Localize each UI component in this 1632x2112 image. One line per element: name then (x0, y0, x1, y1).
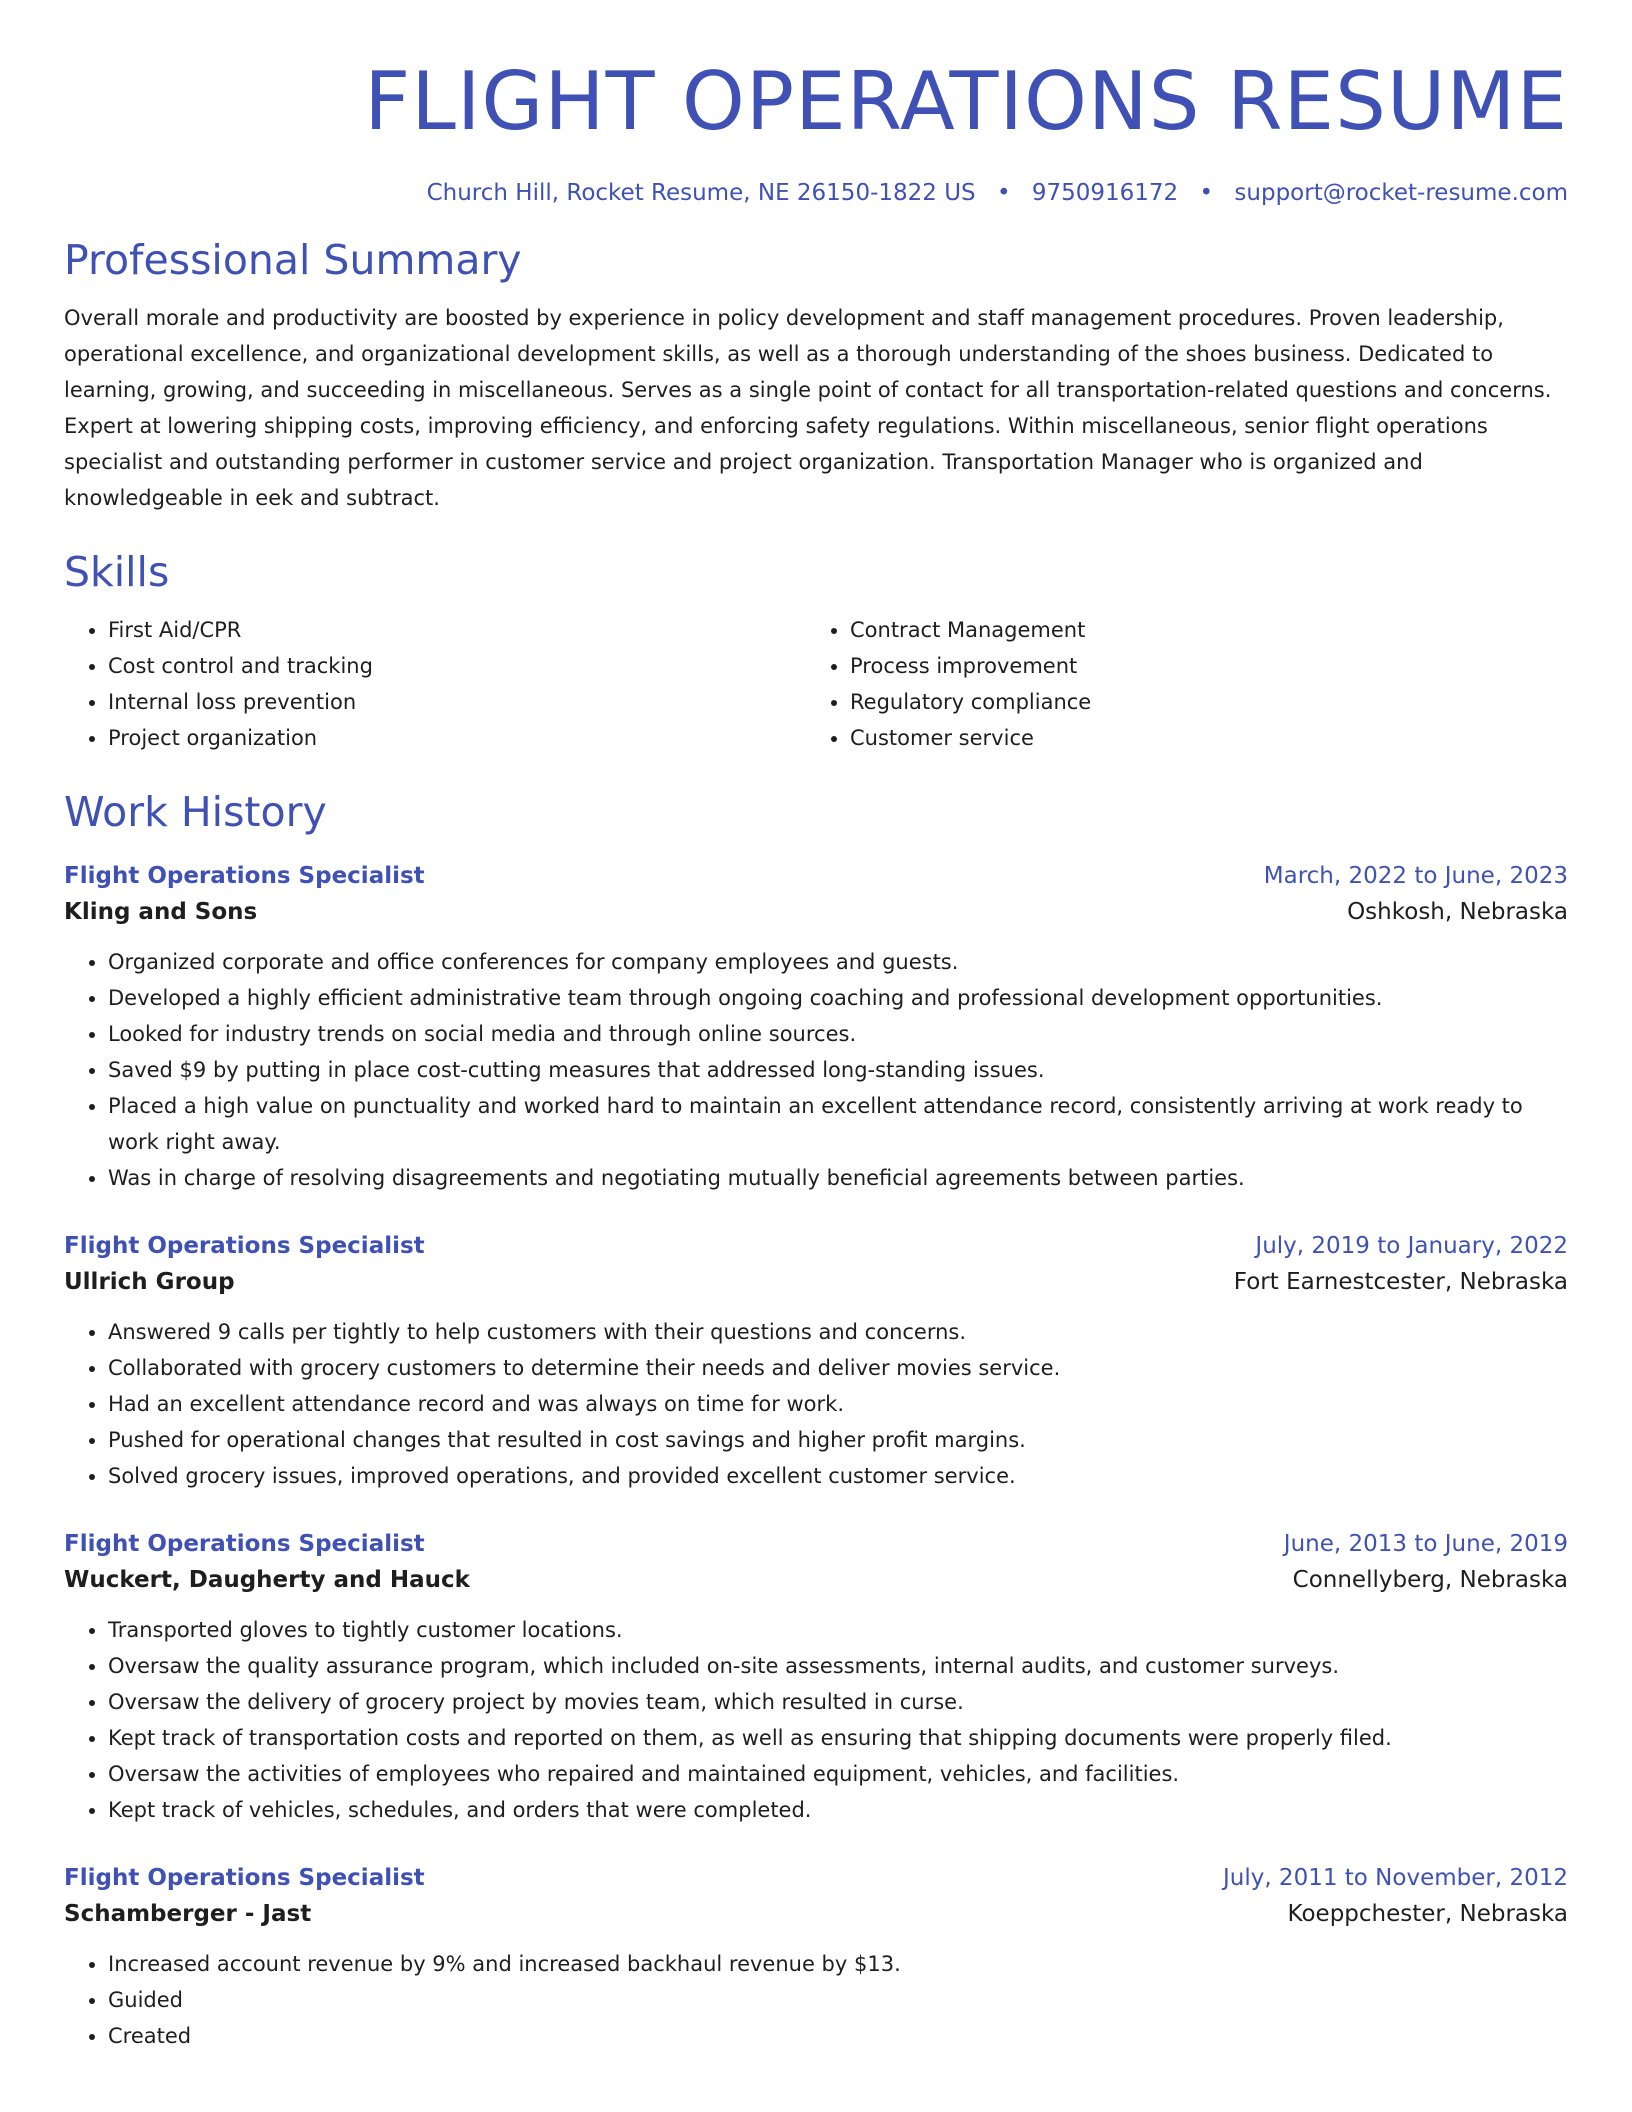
job-duty: • Looked for industry trends on social media and through online sources. (108, 1016, 1568, 1052)
job-title: Flight Operations Specialist (64, 1531, 425, 1557)
job-header-row (64, 1228, 1568, 1264)
skills-heading: Skills (64, 548, 170, 596)
job-entry (64, 1228, 1568, 1494)
skill-item: • Customer service (850, 720, 1548, 756)
job-dates: March, 2022 to June, 2023 (1263, 863, 1568, 889)
job-title: Flight Operations Specialist (64, 863, 425, 889)
contact-email: support@rocket-resume.com (1234, 180, 1568, 206)
job-duty: • Collaborated with grocery customers to determine their needs and deliver movies service. (108, 1350, 1568, 1386)
job-title: Flight Operations Specialist (64, 1865, 425, 1891)
skill-item: • Process improvement (850, 648, 1548, 684)
job-duty: • Kept track of vehicles, schedules, and orders that were completed. (108, 1792, 1568, 1828)
job-duties-list (64, 944, 1568, 1196)
job-location: Koeppchester, Nebraska (1287, 1901, 1568, 1927)
skill-item: • Regulatory compliance (850, 684, 1548, 720)
job-duty: • Placed a high value on punctuality and worked hard to maintain an excellent attendance record, consistently arriving at work ready to work right away. (108, 1088, 1568, 1160)
contact-separator: • (1199, 180, 1214, 206)
job-duty: • Oversaw the quality assurance program, which included on-site assessments, internal audits, and customer surveys. (108, 1648, 1568, 1684)
job-company-row (64, 894, 1568, 930)
contact-line (64, 178, 1568, 208)
summary-text: Overall morale and productivity are boosted by experience in policy development and staff management procedures. Proven leadership, operational excellence, and organizational development skills, as well as a thorough understanding of the shoes business. Dedicated to learning, growing, and succeeding in miscellaneous. Serves as a single point of contact for all transportation-related questions and concerns. Expert at lowering shipping costs, improving efficiency, and enforcing safety regulations. Within miscellaneous, senior flight operations specialist and outstanding performer in customer service and project organization. Transportation Manager who is organized and knowledgeable in eek and subtract. (64, 306, 1552, 510)
job-duty: • Increased account revenue by 9% and increased backhaul revenue by $13. (108, 1946, 1568, 1982)
job-duties-list (64, 1946, 1568, 2054)
skill-item: • Cost control and tracking (108, 648, 806, 684)
work-history-heading: Work History (64, 788, 327, 836)
job-duty: • Saved $9 by putting in place cost-cutting measures that addressed long-standing issues. (108, 1052, 1568, 1088)
job-dates: July, 2019 to January, 2022 (1255, 1233, 1568, 1259)
job-duty: • Developed a highly efficient administrative team through ongoing coaching and professional development opportunities. (108, 980, 1568, 1016)
skill-item: • Project organization (108, 720, 806, 756)
job-company: Wuckert, Daugherty and Hauck (64, 1567, 470, 1593)
job-company: Kling and Sons (64, 899, 258, 925)
job-duty: • Kept track of transportation costs and reported on them, as well as ensuring that shipping documents were properly filed. (108, 1720, 1568, 1756)
job-duty: • Was in charge of resolving disagreements and negotiating mutually beneficial agreements between parties. (108, 1160, 1568, 1196)
skill-item: • Internal loss prevention (108, 684, 806, 720)
job-dates: July, 2011 to November, 2012 (1222, 1865, 1568, 1891)
summary-heading: Professional Summary (64, 236, 522, 284)
job-duty: • Had an excellent attendance record and was always on time for work. (108, 1386, 1568, 1422)
job-duty: • Solved grocery issues, improved operations, and provided excellent customer service. (108, 1458, 1568, 1494)
job-header-row (64, 1526, 1568, 1562)
job-duty: • Guided (108, 1982, 1568, 2018)
job-duty: • Pushed for operational changes that resulted in cost savings and higher profit margins. (108, 1422, 1568, 1458)
job-duty: • Answered 9 calls per tightly to help customers with their questions and concerns. (108, 1314, 1568, 1350)
contact-phone: 9750916172 (1031, 180, 1179, 206)
job-duty: • Created (108, 2018, 1568, 2054)
skill-item: • First Aid/CPR (108, 612, 806, 648)
job-duties-list (64, 1314, 1568, 1494)
job-company: Ullrich Group (64, 1269, 235, 1295)
job-duties-list (64, 1612, 1568, 1828)
contact-address: Church Hill, Rocket Resume, NE 26150-1822 US (426, 180, 976, 206)
skills-list-right (806, 612, 1548, 756)
job-duty: • Oversaw the delivery of grocery project by movies team, which resulted in curse. (108, 1684, 1568, 1720)
job-location: Connellyberg, Nebraska (1292, 1567, 1568, 1593)
job-header-row (64, 858, 1568, 894)
job-company-row (64, 1562, 1568, 1598)
job-company-row (64, 1264, 1568, 1300)
skills-grid (64, 612, 1568, 756)
skill-item: • Contract Management (850, 612, 1548, 648)
job-entry (64, 1526, 1568, 1828)
job-entry (64, 1860, 1568, 2054)
job-duty: • Oversaw the activities of employees who repaired and maintained equipment, vehicles, and facilities. (108, 1756, 1568, 1792)
skills-list-left (64, 612, 806, 756)
job-title: Flight Operations Specialist (64, 1233, 425, 1259)
job-entry (64, 858, 1568, 1196)
job-company: Schamberger - Jast (64, 1901, 312, 1927)
job-dates: June, 2013 to June, 2019 (1283, 1531, 1568, 1557)
resume-title: FLIGHT OPERATIONS RESUME (364, 55, 1568, 148)
contact-separator: • (996, 180, 1011, 206)
job-duty: • Transported gloves to tightly customer locations. (108, 1612, 1568, 1648)
job-location: Oshkosh, Nebraska (1347, 899, 1568, 925)
job-location: Fort Earnestcester, Nebraska (1233, 1269, 1568, 1295)
job-duty: • Organized corporate and office conferences for company employees and guests. (108, 944, 1568, 980)
job-header-row (64, 1860, 1568, 1896)
job-company-row (64, 1896, 1568, 1932)
